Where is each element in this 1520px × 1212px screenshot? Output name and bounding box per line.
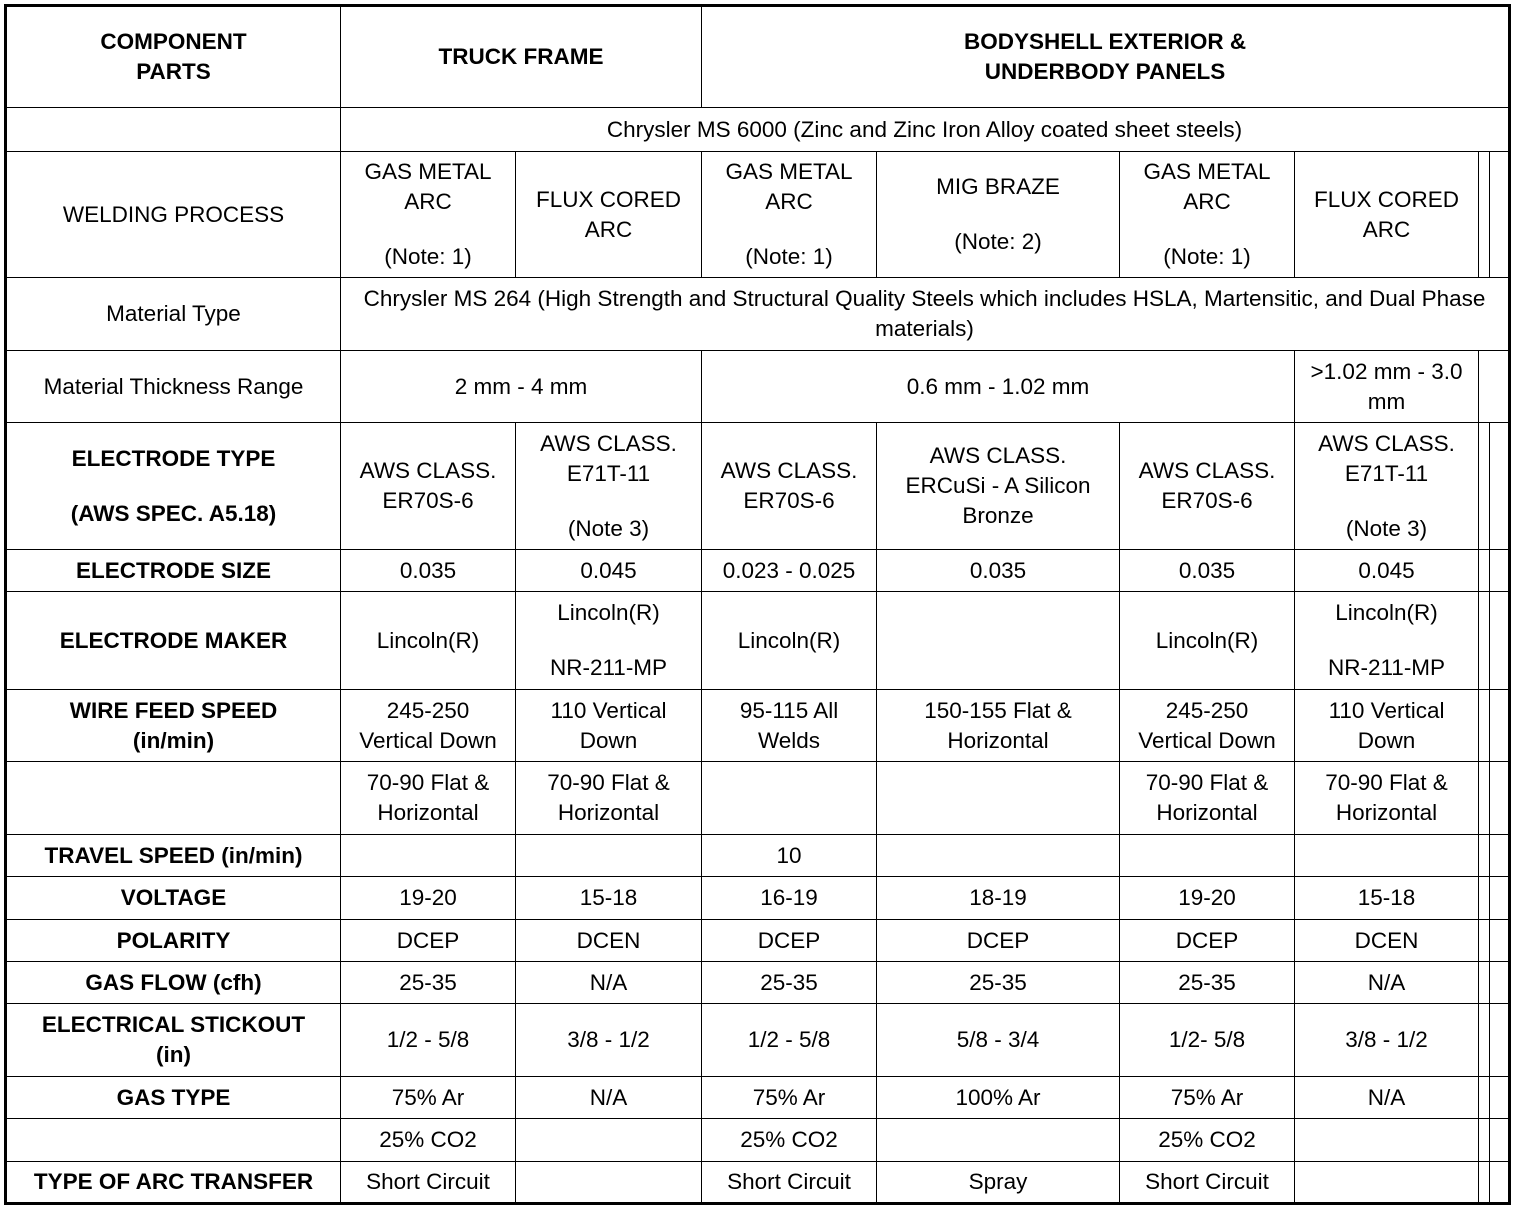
- coating-spec: Chrysler MS 6000 (Zinc and Zinc Iron Alloy coated sheet steels): [341, 108, 1510, 152]
- gas-type-cell: N/A: [1295, 1077, 1479, 1119]
- travel-speed-cell: [1295, 835, 1479, 877]
- material-type-value: Chrysler MS 264 (High Strength and Structural Quality Steels which includes HSLA, Martensitic, and Dual Phase materials): [341, 278, 1510, 351]
- travel-speed-cell: 10: [702, 835, 877, 877]
- right-rail-cell: [1479, 877, 1490, 920]
- thickness-truck-frame: 2 mm - 4 mm: [341, 351, 702, 423]
- gas-type-cell: 25% CO2: [702, 1119, 877, 1162]
- component-parts-header: COMPONENT PARTS: [6, 6, 341, 108]
- polarity-cell: DCEP: [1120, 920, 1295, 962]
- right-rail-cell: [1479, 550, 1490, 592]
- gas-type-cell: N/A: [516, 1077, 702, 1119]
- wire-feed-cell: 150-155 Flat & Horizontal: [877, 690, 1120, 762]
- arc-transfer-cell: [1295, 1162, 1479, 1204]
- electrode-type-cell: AWS CLASS. ER70S-6: [702, 423, 877, 550]
- stickout-cell: 1/2 - 5/8: [341, 1004, 516, 1077]
- right-rail-cell: [1479, 1004, 1490, 1077]
- right-rail-cell: [1479, 351, 1510, 423]
- arc-transfer-cell: Short Circuit: [1120, 1162, 1295, 1204]
- wire-feed-cell: 95-115 All Welds: [702, 690, 877, 762]
- thickness-label: Material Thickness Range: [6, 351, 341, 423]
- gas-flow-cell: 25-35: [877, 962, 1120, 1004]
- right-rail-cell: [1479, 592, 1490, 690]
- welding-process-label: WELDING PROCESS: [6, 152, 341, 278]
- voltage-cell: 16-19: [702, 877, 877, 920]
- wire-feed-cell: 70-90 Flat & Horizontal: [1120, 762, 1295, 835]
- right-rail-cell: [1490, 877, 1510, 920]
- gas-type-label: GAS TYPE: [6, 1077, 341, 1119]
- coating-spec-label-cell: [6, 108, 341, 152]
- voltage-cell: 15-18: [516, 877, 702, 920]
- arc-transfer-cell: Short Circuit: [702, 1162, 877, 1204]
- bodyshell-header: BODYSHELL EXTERIOR & UNDERBODY PANELS: [702, 6, 1510, 108]
- voltage-cell: 19-20: [341, 877, 516, 920]
- gas-type-row: [6, 1077, 1510, 1119]
- electrode-size-label: ELECTRODE SIZE: [6, 550, 341, 592]
- electrode-type-row: [6, 423, 1510, 550]
- welding-process-cell: FLUX CORED ARC: [516, 152, 702, 278]
- right-rail-cell: [1479, 152, 1490, 278]
- wire-feed-label-cell: [6, 762, 341, 835]
- travel-speed-cell: [1120, 835, 1295, 877]
- gas-type-cell: [1295, 1119, 1479, 1162]
- wire-feed-cell: 70-90 Flat & Horizontal: [341, 762, 516, 835]
- material-type-label: Material Type: [6, 278, 341, 351]
- stickout-label: ELECTRICAL STICKOUT (in): [6, 1004, 341, 1077]
- travel-speed-row: [6, 835, 1510, 877]
- welding-parameters-table: [4, 4, 1511, 1205]
- stickout-cell: 1/2 - 5/8: [702, 1004, 877, 1077]
- voltage-row: [6, 877, 1510, 920]
- arc-transfer-row: [6, 1162, 1510, 1204]
- polarity-cell: DCEP: [877, 920, 1120, 962]
- stickout-cell: 5/8 - 3/4: [877, 1004, 1120, 1077]
- welding-process-cell: GAS METAL ARC (Note: 1): [1120, 152, 1295, 278]
- welding-process-cell: FLUX CORED ARC: [1295, 152, 1479, 278]
- polarity-label: POLARITY: [6, 920, 341, 962]
- truck-frame-header: TRUCK FRAME: [341, 6, 702, 108]
- thickness-row: [6, 351, 1510, 423]
- right-rail-cell: [1490, 423, 1510, 550]
- travel-speed-cell: [341, 835, 516, 877]
- gas-type-cell: [877, 1119, 1120, 1162]
- electrode-size-cell: 0.045: [516, 550, 702, 592]
- electrode-type-label: ELECTRODE TYPE (AWS SPEC. A5.18): [6, 423, 341, 550]
- right-rail-cell: [1490, 920, 1510, 962]
- wire-feed-cell: 70-90 Flat & Horizontal: [516, 762, 702, 835]
- gas-type-cell: [516, 1119, 702, 1162]
- wire-feed-row-2: [6, 762, 1510, 835]
- material-type-row: [6, 278, 1510, 351]
- right-rail-cell: [1490, 690, 1510, 762]
- gas-flow-row: [6, 962, 1510, 1004]
- gas-type-cell: 75% Ar: [1120, 1077, 1295, 1119]
- right-rail-cell: [1479, 1119, 1490, 1162]
- wire-feed-cell: [702, 762, 877, 835]
- wire-feed-label: WIRE FEED SPEED (in/min): [6, 690, 341, 762]
- electrode-size-cell: 0.035: [341, 550, 516, 592]
- electrode-type-cell: AWS CLASS. ERCuSi - A Silicon Bronze: [877, 423, 1120, 550]
- right-rail-cell: [1490, 550, 1510, 592]
- polarity-cell: DCEN: [516, 920, 702, 962]
- gas-type-cell: 25% CO2: [1120, 1119, 1295, 1162]
- gas-flow-cell: N/A: [516, 962, 702, 1004]
- gas-type-label-cell: [6, 1119, 341, 1162]
- electrode-size-cell: 0.035: [1120, 550, 1295, 592]
- right-rail-cell: [1490, 592, 1510, 690]
- travel-speed-cell: [877, 835, 1120, 877]
- electrode-maker-cell: Lincoln(R) NR-211-MP: [516, 592, 702, 690]
- polarity-cell: DCEP: [702, 920, 877, 962]
- electrode-size-cell: 0.045: [1295, 550, 1479, 592]
- travel-speed-cell: [516, 835, 702, 877]
- stickout-cell: 1/2- 5/8: [1120, 1004, 1295, 1077]
- right-rail-cell: [1479, 962, 1490, 1004]
- right-rail-cell: [1479, 1077, 1490, 1119]
- voltage-label: VOLTAGE: [6, 877, 341, 920]
- gas-flow-cell: N/A: [1295, 962, 1479, 1004]
- thickness-bodyshell-thick: >1.02 mm - 3.0 mm: [1295, 351, 1479, 423]
- wire-feed-cell: 245-250 Vertical Down: [1120, 690, 1295, 762]
- arc-transfer-cell: [516, 1162, 702, 1204]
- gas-type-cell: 100% Ar: [877, 1077, 1120, 1119]
- electrode-maker-cell: Lincoln(R): [702, 592, 877, 690]
- coating-spec-row: [6, 108, 1510, 152]
- wire-feed-cell: [877, 762, 1120, 835]
- electrode-size-row: [6, 550, 1510, 592]
- electrode-maker-row: [6, 592, 1510, 690]
- voltage-cell: 15-18: [1295, 877, 1479, 920]
- gas-type-cell: 25% CO2: [341, 1119, 516, 1162]
- right-rail-cell: [1490, 1004, 1510, 1077]
- welding-process-cell: GAS METAL ARC (Note: 1): [702, 152, 877, 278]
- header-row: [6, 6, 1510, 108]
- gas-type-cell: 75% Ar: [702, 1077, 877, 1119]
- arc-transfer-cell: Spray: [877, 1162, 1120, 1204]
- electrode-maker-cell: Lincoln(R) NR-211-MP: [1295, 592, 1479, 690]
- gas-flow-label: GAS FLOW (cfh): [6, 962, 341, 1004]
- welding-process-row: [6, 152, 1510, 278]
- right-rail-cell: [1479, 690, 1490, 762]
- right-rail-cell: [1490, 152, 1510, 278]
- right-rail-cell: [1479, 423, 1490, 550]
- polarity-cell: DCEP: [341, 920, 516, 962]
- gas-flow-cell: 25-35: [702, 962, 877, 1004]
- right-rail-cell: [1490, 962, 1510, 1004]
- electrode-maker-label: ELECTRODE MAKER: [6, 592, 341, 690]
- right-rail-cell: [1490, 1162, 1510, 1204]
- thickness-bodyshell: 0.6 mm - 1.02 mm: [702, 351, 1295, 423]
- right-rail-cell: [1479, 920, 1490, 962]
- polarity-cell: DCEN: [1295, 920, 1479, 962]
- stickout-cell: 3/8 - 1/2: [516, 1004, 702, 1077]
- electrode-maker-cell: Lincoln(R): [341, 592, 516, 690]
- welding-spec-sheet: [4, 4, 1511, 1205]
- polarity-row: [6, 920, 1510, 962]
- voltage-cell: 18-19: [877, 877, 1120, 920]
- right-rail-cell: [1490, 762, 1510, 835]
- electrode-size-cell: 0.023 - 0.025: [702, 550, 877, 592]
- wire-feed-cell: 110 Vertical Down: [1295, 690, 1479, 762]
- wire-feed-row: [6, 690, 1510, 762]
- right-rail-cell: [1479, 835, 1490, 877]
- gas-flow-cell: 25-35: [1120, 962, 1295, 1004]
- arc-transfer-label: TYPE OF ARC TRANSFER: [6, 1162, 341, 1204]
- wire-feed-cell: 70-90 Flat & Horizontal: [1295, 762, 1479, 835]
- right-rail-cell: [1490, 1077, 1510, 1119]
- arc-transfer-cell: Short Circuit: [341, 1162, 516, 1204]
- electrode-type-cell: AWS CLASS. E71T-11 (Note 3): [1295, 423, 1479, 550]
- electrode-type-cell: AWS CLASS. ER70S-6: [1120, 423, 1295, 550]
- right-rail-cell: [1490, 835, 1510, 877]
- electrode-type-cell: AWS CLASS. E71T-11 (Note 3): [516, 423, 702, 550]
- stickout-row: [6, 1004, 1510, 1077]
- wire-feed-cell: 110 Vertical Down: [516, 690, 702, 762]
- electrode-size-cell: 0.035: [877, 550, 1120, 592]
- voltage-cell: 19-20: [1120, 877, 1295, 920]
- electrode-maker-cell: [877, 592, 1120, 690]
- gas-type-cell: 75% Ar: [341, 1077, 516, 1119]
- right-rail-cell: [1490, 1119, 1510, 1162]
- welding-process-cell: GAS METAL ARC (Note: 1): [341, 152, 516, 278]
- welding-process-cell: MIG BRAZE (Note: 2): [877, 152, 1120, 278]
- stickout-cell: 3/8 - 1/2: [1295, 1004, 1479, 1077]
- electrode-maker-cell: Lincoln(R): [1120, 592, 1295, 690]
- gas-flow-cell: 25-35: [341, 962, 516, 1004]
- travel-speed-label: TRAVEL SPEED (in/min): [6, 835, 341, 877]
- right-rail-cell: [1479, 1162, 1490, 1204]
- gas-type-row-2: [6, 1119, 1510, 1162]
- right-rail-cell: [1479, 762, 1490, 835]
- electrode-type-cell: AWS CLASS. ER70S-6: [341, 423, 516, 550]
- wire-feed-cell: 245-250 Vertical Down: [341, 690, 516, 762]
